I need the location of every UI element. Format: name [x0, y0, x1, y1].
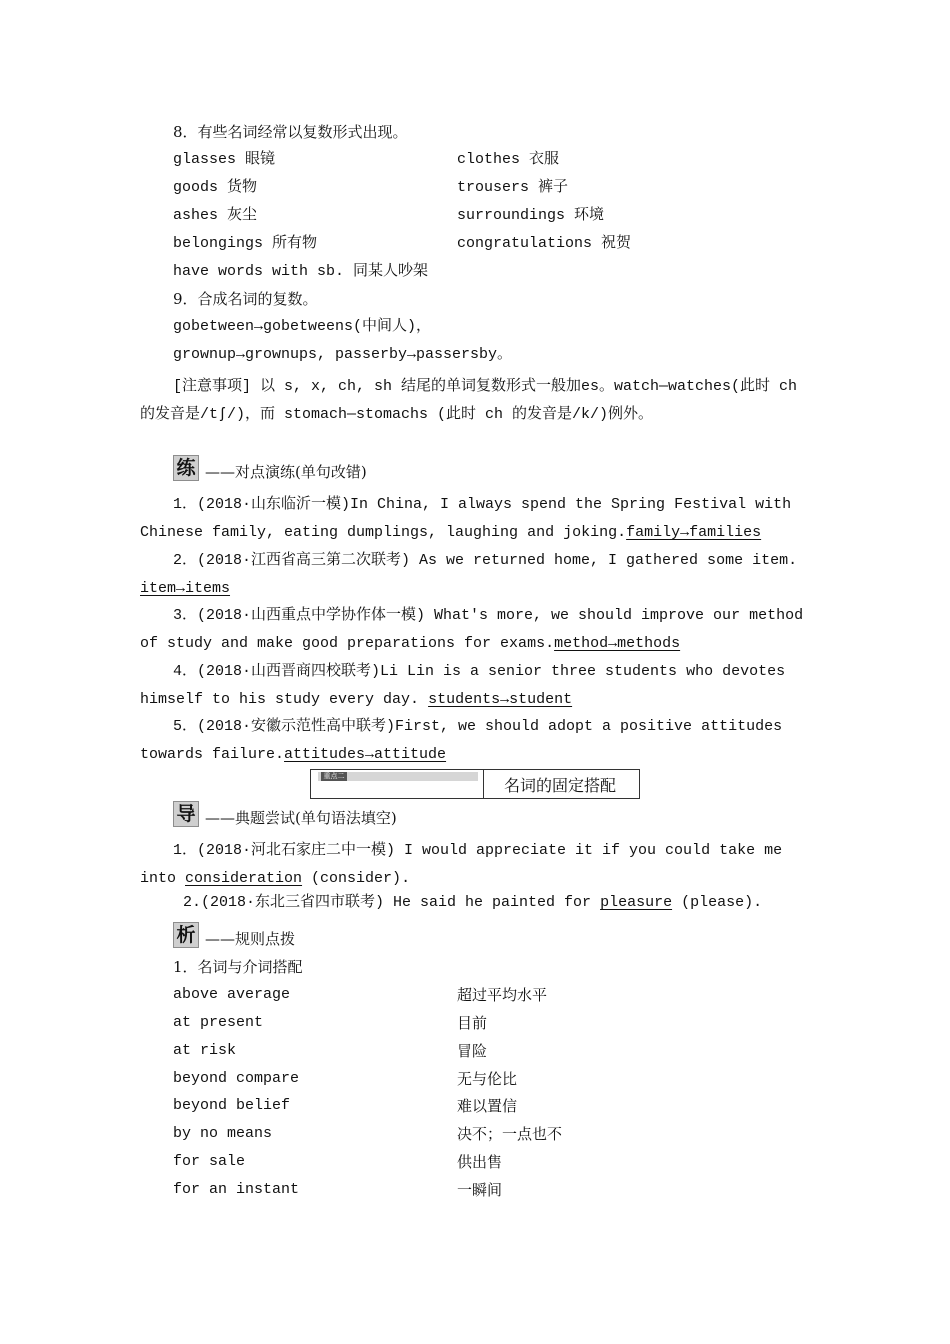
- phrase-zh: 无与伦比: [457, 1070, 518, 1088]
- phrase-zh: 供出售: [457, 1153, 503, 1171]
- phrase-en: at present: [173, 1014, 264, 1031]
- answer: attitudes→attitude: [284, 746, 447, 763]
- question-text: 1．(2018·山东临沂一模)In China, I always spend the Spring Festival with Chinese family, eating dumplings, laughing and joking.: [140, 496, 792, 541]
- note-paragraph: [注意事项] 以 s, x, ch, sh 结尾的单词复数形式一般加es。watch—watches(此时 ch 的发音是/tʃ/)，而 stomach—stomachs (此时 ch 的发音是/k/)例外。: [140, 378, 798, 423]
- phrase-en: beyond belief: [173, 1097, 291, 1114]
- answer: item→items: [140, 580, 231, 597]
- plural-term: glasses 眼镜: [173, 151, 276, 168]
- banner-tag: [318, 772, 478, 781]
- banner-left: [311, 770, 484, 798]
- practice-item: [140, 602, 810, 658]
- plural-term: ashes 灰尘: [173, 207, 258, 224]
- guide-heading: ——典题尝试(单句语法填空): [205, 809, 397, 827]
- plural-term: have words with sb. 同某人吵架: [173, 263, 429, 280]
- analysis-subtitle: 1．名词与介词搭配: [173, 958, 303, 976]
- answer: pleasure: [600, 894, 673, 911]
- plural-term: congratulations 祝贺: [457, 235, 632, 252]
- answer: method→methods: [554, 635, 681, 652]
- plural-term: goods 货物: [173, 179, 258, 196]
- analysis-icon: 析: [173, 922, 199, 948]
- answer: consideration: [185, 870, 303, 887]
- question-text: (consider).: [302, 870, 411, 887]
- section-banner: [310, 769, 640, 799]
- phrase-en: beyond compare: [173, 1070, 300, 1087]
- answer: students→student: [428, 691, 573, 708]
- practice-icon: 练: [173, 455, 199, 481]
- phrase-en: for an instant: [173, 1181, 300, 1198]
- phrase-en: by no means: [173, 1125, 273, 1142]
- phrase-zh: 一瞬间: [457, 1181, 503, 1199]
- plural-term: trousers 裤子: [457, 179, 569, 196]
- plural-term: belongings 所有物: [173, 235, 318, 252]
- section-8-title: 8．有些名词经常以复数形式出现。: [173, 123, 408, 141]
- banner-title: 名词的固定搭配: [504, 776, 617, 795]
- phrase-zh: 冒险: [457, 1042, 488, 1060]
- practice-item: [140, 491, 810, 547]
- question-text: 2.(2018·东北三省四市联考) He said he painted for: [183, 894, 601, 911]
- phrase-en: at risk: [173, 1042, 237, 1059]
- phrase-en: above average: [173, 986, 291, 1003]
- analysis-heading: ——规则点拨: [205, 930, 296, 948]
- section-9-title: 9．合成名词的复数。: [173, 290, 318, 308]
- phrase-en: for sale: [173, 1153, 246, 1170]
- guide-icon: 导: [173, 801, 199, 827]
- phrase-zh: 难以置信: [457, 1097, 518, 1115]
- practice-item: [140, 658, 810, 714]
- compound-plural-line: gobetween→gobetweens(中间人)，: [173, 318, 432, 335]
- guide-question: [183, 893, 762, 913]
- question-text: (please).: [672, 894, 763, 911]
- answer: family→families: [626, 524, 762, 541]
- practice-heading: ——对点演练(单句改错): [205, 463, 367, 481]
- banner-tag-label: 重点二: [321, 772, 347, 781]
- question-text: 4．(2018·山西晋商四校联考)Li Lin is a senior three students who devotes himself to his study every day.: [140, 663, 786, 708]
- plural-term: surroundings 环境: [457, 207, 605, 224]
- phrase-zh: 超过平均水平: [457, 986, 548, 1004]
- phrase-zh: 目前: [457, 1014, 488, 1032]
- phrase-zh: 决不；一点也不: [457, 1125, 563, 1143]
- question-text: 3．(2018·山西重点中学协作体一模) What's more, we should improve our method of study and make good preparations for exams.: [140, 607, 804, 652]
- plural-term: clothes 衣服: [457, 151, 560, 168]
- practice-item: [140, 547, 810, 603]
- practice-item: [140, 713, 810, 769]
- question-text: 2．(2018·江西省高三第二次联考) As we returned home, I gathered some item.: [173, 552, 798, 569]
- question-text: 5．(2018·安徽示范性高中联考)First, we should adopt a positive attitudes towards failure.: [140, 718, 783, 763]
- compound-plural-line: grownup→grownups, passerby→passersby。: [173, 346, 513, 363]
- question-text: 1．(2018·河北石家庄二中一模) I would appreciate it if you could take me into: [140, 842, 783, 887]
- guide-question: [140, 837, 810, 893]
